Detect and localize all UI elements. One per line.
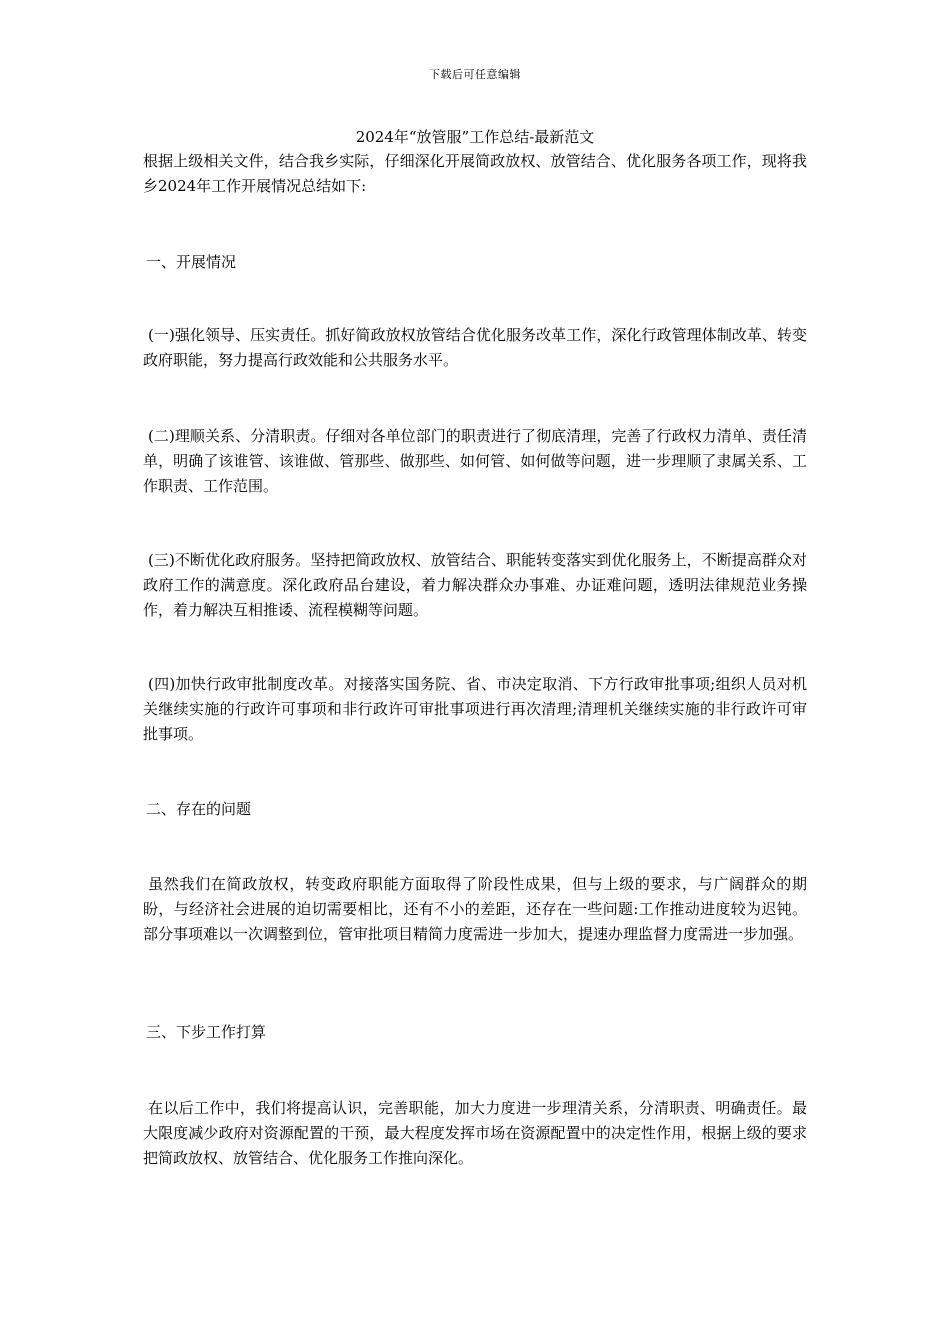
section-heading-2: 二、存在的问题 [146, 800, 252, 818]
section-heading-3: 三、下步工作打算 [146, 1023, 267, 1041]
section-3-paragraph-1: 在以后工作中，我们将提高认识，完善职能，加大力度进一步理清关系，分清职责、明确责任。最大限度减少政府对资源配置的干预，最大程度发挥市场在资源配置中的决定性作用，根据上级的要求把简政放权、放管结合、优化服务工作推向深化。 [143, 1099, 807, 1167]
section-1-paragraph-3: (三)不断优化政府服务。坚持把简政放权、放管结合、职能转变落实到优化服务上，不断提高群众对政府工作的满意度。深化政府品台建设，着力解决群众办事难、办证难问题，透明法律规范业务操作，着力解决互相推诿、流程模糊等问题。 [143, 551, 807, 619]
header-note: 下载后可任意编辑 [429, 68, 521, 81]
document-title: 2024年“放管服”工作总结-最新范文 [355, 128, 595, 146]
section-2-paragraph-1: 虽然我们在简政放权，转变政府职能方面取得了阶段性成果，但与上级的要求，与广阔群众的期盼，与经济社会进展的迫切需要相比，还有不小的差距，还存在一些问题:工作推动进度较为迟钝。部分事项难以一次调整到位，管审批项目精简力度需进一步加大，提速办理监督力度需进一步加强。 [143, 875, 807, 943]
section-1-paragraph-1: (一)强化领导、压实责任。抓好简政放权放管结合优化服务改革工作，深化行政管理体制改革、转变政府职能，努力提高行政效能和公共服务水平。 [143, 326, 807, 369]
section-1-paragraph-4: (四)加快行政审批制度改革。对接落实国务院、省、市决定取消、下方行政审批事项;组织人员对机关继续实施的行政许可事项和非行政许可审批事项进行再次清理;清理机关继续实施的非行政许可审批事项。 [143, 675, 807, 743]
section-heading-1: 一、开展情况 [146, 253, 237, 271]
section-1-paragraph-2: (二)理顺关系、分清职责。仔细对各单位部门的职责进行了彻底清理，完善了行政权力清单、责任清单，明确了该谁管、该谁做、管那些、做那些、如何管、如何做等问题，进一步理顺了隶属关系、工作职责、工作范围。 [143, 427, 807, 495]
intro-paragraph: 根据上级相关文件，结合我乡实际，仔细深化开展简政放权、放管结合、优化服务各项工作，现将我乡2024年工作开展情况总结如下: [143, 152, 807, 195]
